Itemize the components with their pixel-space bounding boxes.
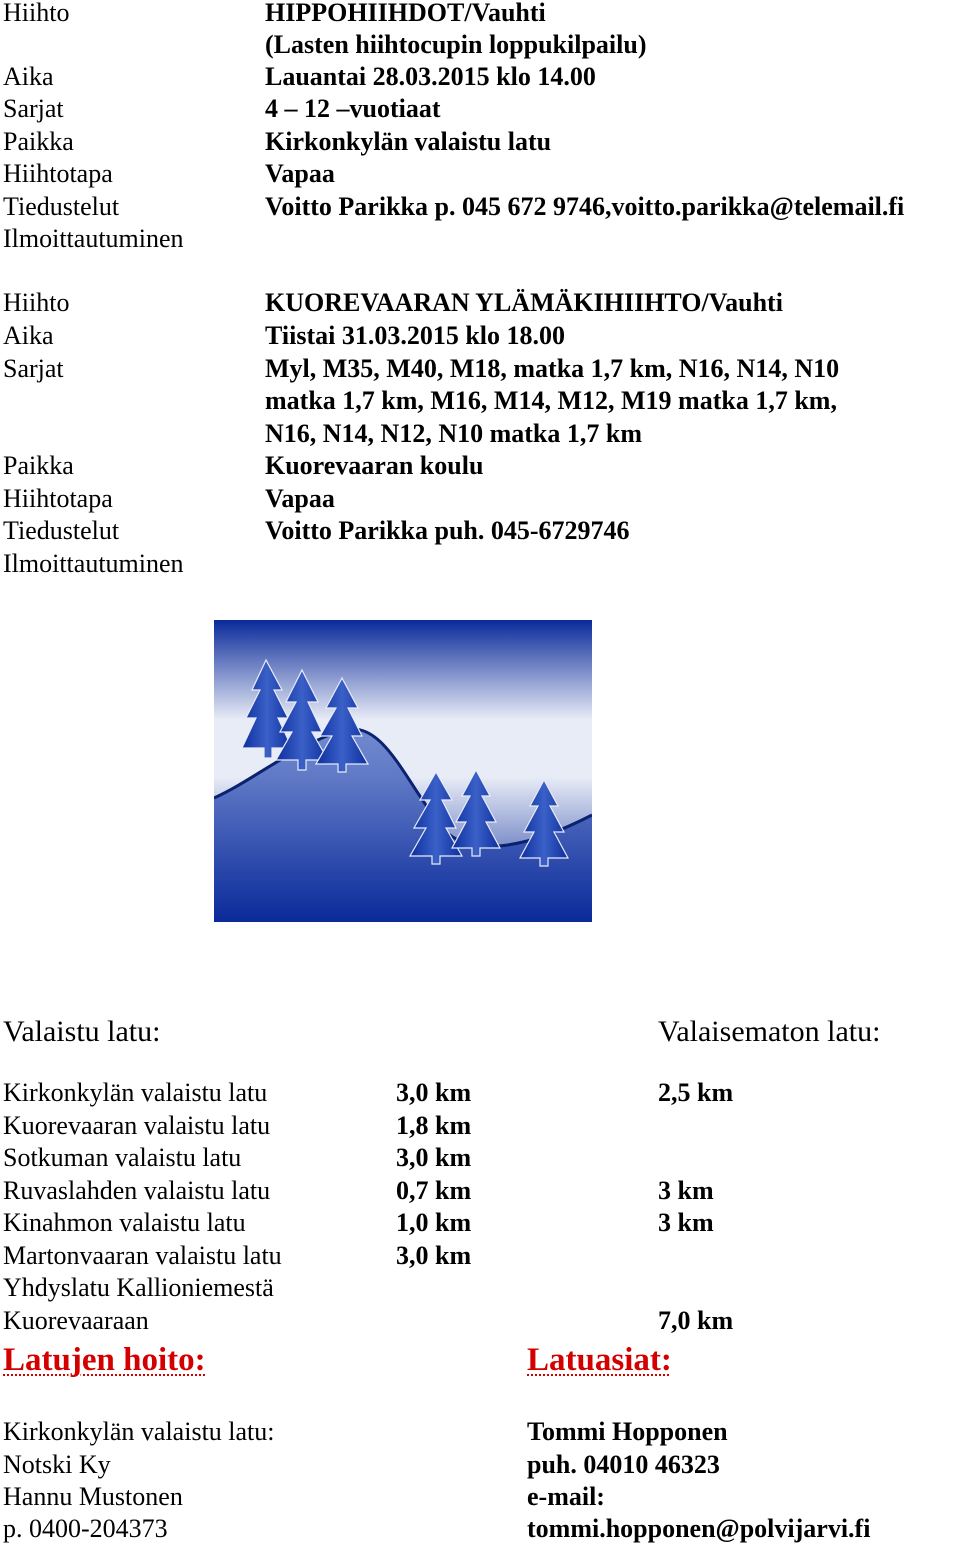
contact-email[interactable]: tommi.hopponen@polvijarvi.fi <box>527 1514 871 1543</box>
trail-name: Sotkuman valaistu latu <box>3 1143 242 1172</box>
winter-forest-logo <box>214 620 592 922</box>
heading-maintenance: Latujen hoito: <box>3 1342 206 1378</box>
trail-name: Yhdyslatu Kallioniemestä <box>3 1273 274 1302</box>
event1-value-hiihtotapa: Vapaa <box>265 159 335 188</box>
event1-value-tiedustelut: Voitto Parikka p. 045 672 9746,voitto.parikka@telemail.fi <box>265 192 905 221</box>
event2-label-aika: Aika <box>3 321 54 350</box>
trail-unlit-length: 3 km <box>658 1208 714 1237</box>
event1-value-hiihto-sub: (Lasten hiihtocupin loppukilpailu) <box>265 30 647 59</box>
trail-unlit-length: 7,0 km <box>658 1306 734 1335</box>
event2-label-hiihtotapa: Hiihtotapa <box>3 484 113 513</box>
heading-unlit-trail: Valaisematon latu: <box>658 1015 881 1048</box>
trail-name: Kuorevaaran valaistu latu <box>3 1111 271 1140</box>
event2-value-aika: Tiistai 31.03.2015 klo 18.00 <box>265 321 566 350</box>
event1-value-sarjat: 4 – 12 –vuotiaat <box>265 94 441 123</box>
trail-name: Kinahmon valaistu latu <box>3 1208 246 1237</box>
event2-label-hiihto: Hiihto <box>3 288 70 317</box>
maintenance-line: Kirkonkylän valaistu latu: <box>3 1417 275 1446</box>
heading-contact: Latuasiat: <box>527 1342 672 1378</box>
event2-value-hiihtotapa: Vapaa <box>265 484 335 513</box>
event2-value-sarjat-line3: N16, N14, N12, N10 matka 1,7 km <box>265 419 642 448</box>
trail-name: Martonvaaran valaistu latu <box>3 1241 282 1270</box>
contact-line: e-mail: <box>527 1482 605 1511</box>
event2-label-sarjat: Sarjat <box>3 354 64 383</box>
event1-value-aika: Lauantai 28.03.2015 klo 14.00 <box>265 62 596 91</box>
trail-lit-length: 0,7 km <box>396 1176 472 1205</box>
event1-label-paikka: Paikka <box>3 127 74 156</box>
trail-name: Ruvaslahden valaistu latu <box>3 1176 271 1205</box>
event1-label-sarjat: Sarjat <box>3 94 64 123</box>
trail-lit-length: 3,0 km <box>396 1241 472 1270</box>
event1-label-ilmoittautuminen: Ilmoittautuminen <box>3 224 184 253</box>
event2-label-tiedustelut: Tiedustelut <box>3 516 120 545</box>
event2-label-ilmoittautuminen: Ilmoittautuminen <box>3 549 184 578</box>
trail-name: Kirkonkylän valaistu latu <box>3 1078 268 1107</box>
event1-value-hiihto: HIPPOHIIHDOT/Vauhti <box>265 0 546 27</box>
event1-label-aika: Aika <box>3 62 54 91</box>
event1-label-tiedustelut: Tiedustelut <box>3 192 120 221</box>
trail-lit-length: 3,0 km <box>396 1143 472 1172</box>
trail-unlit-length: 3 km <box>658 1176 714 1205</box>
contact-line: Tommi Hopponen <box>527 1417 728 1446</box>
trail-lit-length: 3,0 km <box>396 1078 472 1107</box>
event1-value-paikka: Kirkonkylän valaistu latu <box>265 127 552 156</box>
event1-label-hiihtotapa: Hiihtotapa <box>3 159 113 188</box>
contact-line: puh. 04010 46323 <box>527 1450 720 1479</box>
event2-value-sarjat-line2: matka 1,7 km, M16, M14, M12, M19 matka 1,7 km, <box>265 386 837 415</box>
event2-value-tiedustelut: Voitto Parikka puh. 045-6729746 <box>265 516 630 545</box>
trail-unlit-length: 2,5 km <box>658 1078 734 1107</box>
event2-value-hiihto: KUOREVAARAN YLÄMÄKIHIIHTO/Vauhti <box>265 288 783 317</box>
event2-value-paikka: Kuorevaaran koulu <box>265 451 484 480</box>
maintenance-line: Hannu Mustonen <box>3 1482 183 1511</box>
heading-lit-trail: Valaistu latu: <box>3 1015 161 1048</box>
event1-label-hiihto: Hiihto <box>3 0 70 27</box>
trail-lit-length: 1,8 km <box>396 1111 472 1140</box>
event2-value-sarjat: Myl, M35, M40, M18, matka 1,7 km, N16, N14, N10 <box>265 354 840 383</box>
trail-name: Kuorevaaraan <box>3 1306 149 1335</box>
trail-lit-length: 1,0 km <box>396 1208 472 1237</box>
maintenance-line: Notski Ky <box>3 1450 111 1479</box>
event2-label-paikka: Paikka <box>3 451 74 480</box>
maintenance-line: p. 0400-204373 <box>3 1514 168 1543</box>
